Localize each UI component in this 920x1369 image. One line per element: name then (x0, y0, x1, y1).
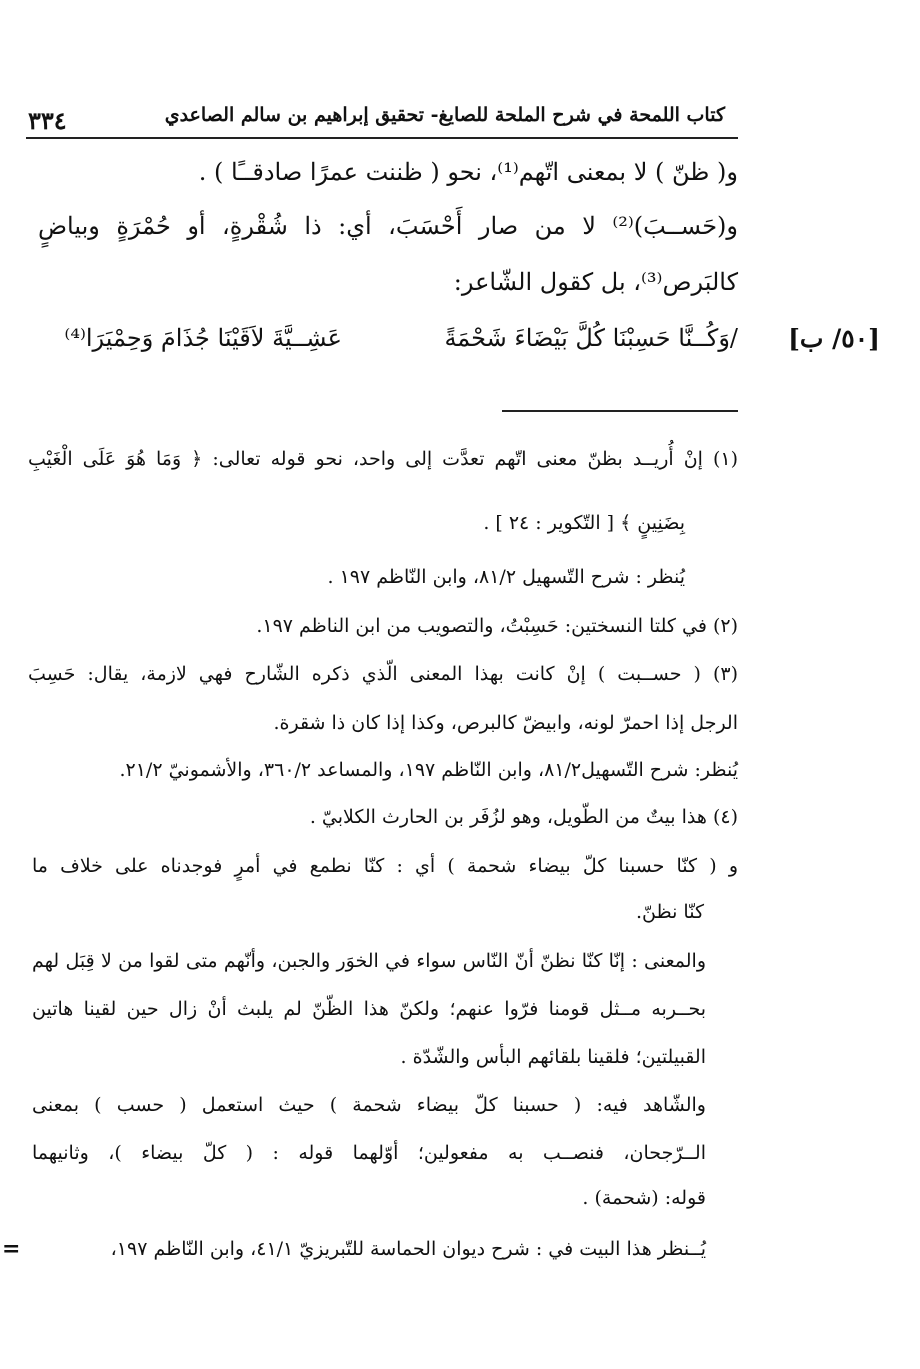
body-line-3: كالبَرص⁽³⁾، بل كقول الشّاعر: (453, 268, 738, 296)
footnote-4-line-2: و ( كنّا حسبنا كلّ بيضاء شحمة ) أي : كنّا نطمع في أمرٍ فوجدناه على خلاف ما (32, 855, 738, 877)
footnote-4-line-9: قوله: (شحمة) . (582, 1187, 706, 1209)
header-rule (26, 137, 738, 139)
verse-second-hemistich: عَشِــيَّةَ لاَقَيْنَا جُذَامَ وَحِمْيَرَا⁽⁴⁾ (64, 324, 342, 352)
footnote-1-line-1: (١) إنْ أُريــد بظنّ معنى اتّهم تعدَّت إلى واحد، نحو قوله تعالى: ﴿ وَمَا هُوَ عَلَى الْغَيْبِ (28, 448, 738, 470)
footnote-4-line-8: الــرّجحان، فنصــب به مفعولين؛ أوّلهما قوله : ( كلّ بيضاء )، وثانيهما (32, 1142, 706, 1164)
folio-margin-note: [٥٠/ ب] (788, 324, 880, 353)
footnote-3-line-1: (٣) ( حســبت ) إنْ كانت بهذا المعنى الّذي ذكره الشّارح فهي لازمة، يقال: حَسِبَ (28, 663, 738, 685)
body-line-1: و( ظنّ ) لا بمعنى اتّهم⁽¹⁾، نحو ( ظننت عمرًا صادقــًا ) . (198, 158, 738, 186)
footnote-3-line-2: الرجل إذا احمرّ لونه، وابيضّ كالبرص، وكذا إذا كان ذا شقرة. (273, 712, 738, 734)
footnote-4-line-7: والشّاهد فيه: ( حسبنا كلّ بيضاء شحمة ) حيث استعمل ( حسب ) بمعنى (32, 1094, 706, 1116)
footnote-4-line-10: يُــنظر هذا البيت في : شرح ديوان الحماسة للتّبريزيّ ٤١/١، وابن النّاظم ١٩٧، (110, 1238, 706, 1260)
footnote-1-line-2: بِضَنِينٍ ﴾ [ التّكوير : ٢٤ ] . (483, 512, 685, 534)
continuation-mark: = (2, 1236, 21, 1262)
footnote-4-line-5: بحــربه مــثل قومنا فرّوا عنهم؛ ولكنّ هذا الظّنّ لم يلبث أنْ زال حين لقينا هاتين (32, 998, 706, 1020)
footnote-1-line-3: يُنظر : شرح التّسهيل ٨١/٢، وابن النّاظم ١٩٧ . (327, 566, 685, 588)
footnote-2: (٢) في كلتا النسختين: حَسِبْتُ، والتصويب من ابن الناظم ١٩٧. (256, 615, 738, 637)
footnote-4-line-1: (٤) هذا بيتٌ من الطّويل، وهو لزُفَر بن الحارث الكلابيّ . (309, 806, 738, 828)
body-line-2: و(حَســبَ)⁽²⁾ لا من صار أَحْسَبَ، أي: ذا شُقْرةٍ، أو حُمْرَةٍ وبياضٍ (38, 212, 738, 240)
footnote-4-line-6: القبيلتين؛ فلقينا بلقائهم البأس والشّدّة . (400, 1046, 706, 1068)
footnote-4-line-4: والمعنى : إنّا كنّا نظنّ أنّ النّاس سواء في الخوَر والجبن، وأنّهم متى لقوا من لا قِبَل لهم (32, 950, 706, 972)
verse-first-hemistich: /وَكُــنَّا حَسِبْنَا كُلَّ بَيْضَاءَ شَحْمَةً (444, 324, 738, 352)
running-header-title: كتاب اللمحة في شرح الملحة للصايغ- تحقيق إبراهيم بن سالم الصاعدي (164, 104, 725, 126)
page-number: ٣٣٤ (28, 106, 67, 135)
footnote-rule (502, 410, 738, 412)
footnote-3-line-3: يُنظر: شرح التّسهيل٨١/٢، وابن النّاظم ١٩٧، والمساعد ٣٦٠/٢، والأشمونيّ ٢١/٢. (119, 759, 738, 781)
footnote-4-line-3: كنّا نظنّ. (636, 901, 704, 923)
